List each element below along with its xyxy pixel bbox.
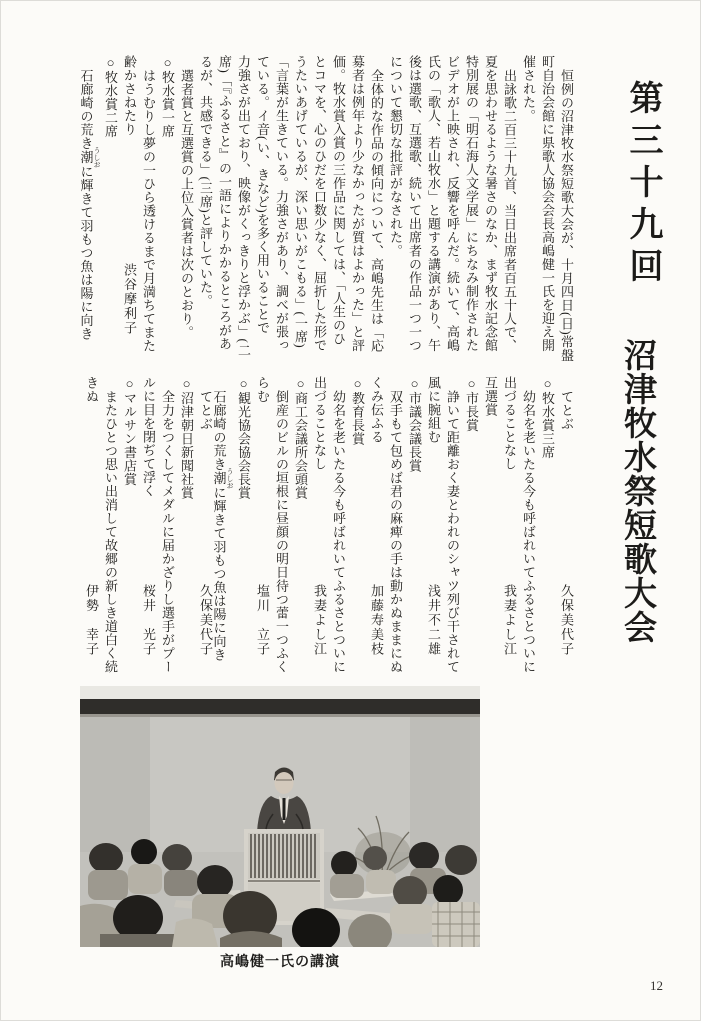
column-text: ビデオが上映され、反響を呼んだ。続いて、高嶋 <box>445 55 460 352</box>
text-column <box>557 55 576 363</box>
text-column <box>291 55 310 355</box>
column-text: ルに目を閉ぢて浮く <box>141 376 156 498</box>
text-column <box>211 376 234 676</box>
photo-caption: 高嶋健一氏の講演 <box>220 953 340 969</box>
text-column <box>329 55 348 355</box>
column-text: 「言葉が生きている。力強さがあり、調べが張っ <box>274 55 289 352</box>
text-column <box>481 55 500 355</box>
column-text: 出づることなし <box>502 376 517 471</box>
text-column <box>139 55 158 355</box>
lecture-photo <box>80 686 480 947</box>
text-column <box>215 55 234 355</box>
column-text: 齢かさねたり <box>122 55 137 136</box>
text-column <box>405 376 424 676</box>
column-text: 氏の「歌人、若山牧水」と題する講演があり、午 <box>426 55 441 352</box>
column-text: 倒産のビルの垣根に昼顔の明日待つ蕾一つふく <box>274 390 289 674</box>
author-name: 渋谷摩利子 <box>122 262 137 335</box>
text-column <box>158 55 177 355</box>
column-text: はうむりし夢の一ひら透けるまで月満ちてまた <box>141 69 156 353</box>
text-column <box>462 376 481 676</box>
author-name: 桜井 光子 <box>141 583 156 656</box>
poem-column <box>500 376 519 676</box>
article-title: 沼津牧水祭短歌大会 <box>619 338 655 644</box>
text-column <box>348 376 367 676</box>
text-column <box>177 55 196 355</box>
column-text: 風に腕組む <box>426 376 441 444</box>
poem-column <box>139 376 158 676</box>
article-title-prefix: 第三十九回 <box>624 80 661 290</box>
article-top-band <box>78 55 576 363</box>
author-name: 我妻よし江 <box>312 583 327 656</box>
column-text: 特別展の「明石海人文学展」にちなみ制作された <box>464 55 479 352</box>
text-column <box>500 55 519 355</box>
text-column <box>519 376 538 676</box>
poem-column <box>310 376 329 676</box>
column-text: ○牧水賞二席 <box>103 55 118 138</box>
column-text: ○牧水賞三席 <box>540 376 555 459</box>
column-text: 募者は例年より少なかったが質はよかった」と評 <box>350 55 365 352</box>
poem-column <box>557 376 576 676</box>
column-text: らむ <box>255 376 270 403</box>
text-column <box>481 376 500 676</box>
column-text: 幼名を老いたる今も呼ばれいてふるさとついに <box>331 390 346 674</box>
text-column <box>405 55 424 355</box>
column-text: うたいあげているが、深い思いがこもる」(一席) <box>293 55 308 349</box>
column-text: 互選賞 <box>483 376 498 417</box>
column-text: 双手もて包めば君の麻痺の手は動かぬままにぬ <box>388 390 403 674</box>
column-text: 出詠歌二百三十九首、当日出席者百五十人で、 <box>502 69 517 353</box>
text-column <box>253 55 272 355</box>
column-text: 出づることなし <box>312 376 327 471</box>
author-name: 久保美代子 <box>559 583 574 656</box>
page-number: 12 <box>650 978 663 993</box>
poem-column <box>424 376 443 676</box>
column-text: てとぶ <box>198 390 213 431</box>
column-text: 選者賞と互選賞の上位入賞者は次のとおり。 <box>179 69 194 339</box>
text-column <box>462 55 481 355</box>
column-text: ○市議会議長賞 <box>407 376 422 473</box>
column-text: 催された。 <box>521 55 536 123</box>
text-column <box>272 55 291 355</box>
text-column <box>101 55 120 355</box>
poem-column <box>367 376 386 676</box>
text-column <box>329 376 348 676</box>
text-column <box>386 55 405 355</box>
text-column <box>158 376 177 676</box>
column-text: ○商工会議所会頭賞 <box>293 376 308 500</box>
text-column <box>234 55 253 355</box>
text-column <box>424 55 443 355</box>
column-text: るが、共感できる」(三席)と評していた。 <box>198 55 213 308</box>
awards-bottom-band <box>82 376 576 676</box>
column-text: 夏を思わせるような暑さのなか、まず牧水記念館 <box>483 55 498 352</box>
author-name: 我妻よし江 <box>502 583 517 656</box>
column-text: ○市長賞 <box>464 376 479 432</box>
text-column <box>443 376 462 676</box>
column-text: 石廊崎の荒き潮 うしおに輝きて羽もつ魚は陽に向き <box>78 69 101 341</box>
text-column <box>310 55 329 355</box>
column-text: について懇切な批評がなされた。 <box>388 55 403 258</box>
column-text: 席)「『ふるさと』の一語によりかかるところがあ <box>217 55 232 351</box>
column-text: ○マルサン書店賞 <box>122 376 137 486</box>
column-text: ○牧水賞一席 <box>160 55 175 138</box>
text-column <box>272 376 291 676</box>
column-text: ○教育長賞 <box>350 376 365 446</box>
column-text: 価。牧水賞入賞の三作品に関しては、「人生のひ <box>331 55 346 346</box>
poem-column <box>120 55 139 355</box>
author-name: 伊勢 幸子 <box>84 583 99 656</box>
column-text: 幼名を老いたる今も呼ばれいてふるさとついに <box>521 390 536 674</box>
author-name: 塩川 立子 <box>255 583 270 656</box>
text-column <box>386 376 405 676</box>
author-name: 久保美代子 <box>198 583 213 656</box>
text-column <box>443 55 462 355</box>
column-text: とコマを、心のひだを口数少なく、屈折した形で <box>312 55 327 352</box>
column-text: くみ伝ふる <box>369 376 384 444</box>
column-text: 石廊崎の荒き潮 うしおに輝きて羽もつ魚は陽に向き <box>211 390 234 662</box>
column-text: 全力をつくしてメダルに届かざりし選手がプー <box>160 390 175 674</box>
column-text: 町自治会館に県歌人協会会長高嶋健一氏を迎え開 <box>540 55 555 352</box>
column-text: 全体的な作品の傾向について、高嶋先生は「応 <box>369 69 384 353</box>
poem-column <box>253 376 272 676</box>
column-text: 恒例の沼津牧水祭短歌大会が、十月四日(日)常盤 <box>559 69 574 363</box>
column-text: ○沼津朝日新聞社賞 <box>179 376 194 500</box>
text-column <box>177 376 196 676</box>
author-name: 浅井不二雄 <box>426 583 441 656</box>
text-column <box>348 55 367 355</box>
poem-column <box>82 376 101 676</box>
text-column <box>196 55 215 355</box>
text-column <box>291 376 310 676</box>
column-text: 後は選歌、互選歌、続いて出席者の作品一つ一つ <box>407 55 422 352</box>
column-text: 諍いて距離おく妻とわれのシャツ列び干されて <box>445 390 460 674</box>
lecture-photo-image <box>80 686 480 947</box>
column-text: 力強さが出ており、映像がくっきりと浮かぶ」(二 <box>236 55 251 357</box>
text-column <box>367 55 386 355</box>
text-column <box>538 376 557 676</box>
author-name: 加藤寿美枝 <box>369 583 384 656</box>
text-column <box>101 376 120 676</box>
text-column <box>120 376 139 676</box>
column-text: またひとつ思い出消して故郷の新しき道白く続 <box>103 390 118 674</box>
column-text: ○観光協会協会長賞 <box>236 376 251 500</box>
column-text: きぬ <box>84 376 99 403</box>
text-column <box>538 55 557 355</box>
text-column <box>519 55 538 355</box>
text-column <box>234 376 253 676</box>
column-text: ている。イ音(い、きなど)を多く用いることで <box>255 55 270 335</box>
text-column <box>78 55 101 355</box>
column-text: てとぶ <box>559 390 574 431</box>
